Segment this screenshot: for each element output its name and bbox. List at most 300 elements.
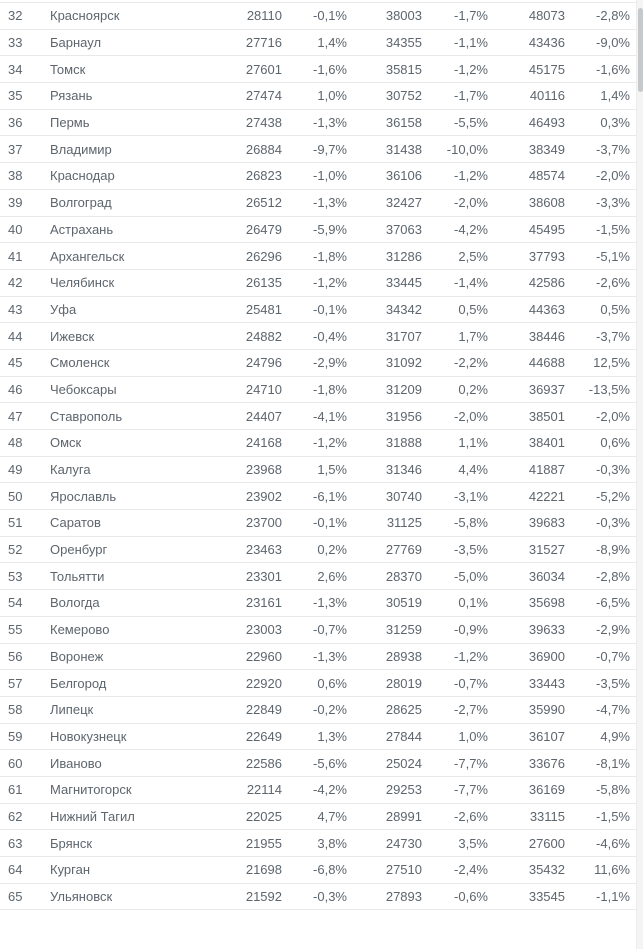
table-row [0,270,636,297]
change3-cell: -1,1% [596,889,630,905]
price2-cell: 27844 [385,728,422,744]
price1-cell: 21592 [245,889,282,905]
city-cell: Магнитогорск [50,782,132,798]
price3-cell: 35432 [528,862,565,878]
price1-cell: 23902 [245,488,282,504]
city-price-table [0,2,636,910]
price2-cell: 31286 [385,248,422,264]
rank-cell: 44 [8,328,23,344]
change2-cell: 0,2% [458,381,488,397]
price1-cell: 26823 [245,168,282,184]
change2-cell: -1,1% [454,35,488,51]
city-cell: Смоленск [50,355,110,371]
price3-cell: 38501 [528,408,565,424]
table-row [0,483,636,510]
rank-cell: 64 [8,862,23,878]
change3-cell: -6,5% [596,595,630,611]
rank-cell: 38 [8,168,23,184]
change2-cell: -2,2% [454,355,488,371]
change1-cell: -6,1% [313,488,347,504]
price2-cell: 31209 [385,381,422,397]
change3-cell: -0,3% [596,462,630,478]
change3-cell: -5,1% [596,248,630,264]
price2-cell: 31707 [385,328,422,344]
table-row [0,884,636,911]
price2-cell: 30752 [385,88,422,104]
change1-cell: -9,7% [313,141,347,157]
change3-cell: -2,0% [596,168,630,184]
rank-cell: 35 [8,88,23,104]
change1-cell: -0,3% [313,889,347,905]
price1-cell: 24407 [245,408,282,424]
price3-cell: 38446 [528,328,565,344]
table-row [0,83,636,110]
price3-cell: 41887 [528,462,565,478]
city-cell: Калуга [50,462,91,478]
change3-cell: -2,9% [596,622,630,638]
change1-cell: 4,7% [317,808,347,824]
table-row [0,243,636,270]
price3-cell: 33545 [528,889,565,905]
price3-cell: 44688 [528,355,565,371]
change1-cell: 1,3% [317,728,347,744]
city-cell: Архангельск [50,248,125,264]
change1-cell: -4,2% [313,782,347,798]
price2-cell: 31346 [385,462,422,478]
price2-cell: 37063 [385,221,422,237]
table-row [0,110,636,137]
change2-cell: -5,0% [454,568,488,584]
change1-cell: -1,6% [313,61,347,77]
change2-cell: -1,2% [454,61,488,77]
change2-cell: -2,6% [454,808,488,824]
change2-cell: -0,6% [454,889,488,905]
vertical-scrollbar-track[interactable] [636,0,643,949]
city-cell: Оренбург [50,542,108,558]
table-row [0,537,636,564]
city-cell: Ставрополь [50,408,123,424]
change3-cell: -0,7% [596,648,630,664]
change2-cell: -2,0% [454,408,488,424]
city-cell: Барнаул [50,35,102,51]
price3-cell: 35698 [528,595,565,611]
price2-cell: 36158 [385,115,422,131]
table-row [0,590,636,617]
change1-cell: -0,2% [313,702,347,718]
price2-cell: 27769 [385,542,422,558]
change2-cell: -7,7% [454,782,488,798]
price1-cell: 24710 [245,381,282,397]
price1-cell: 27716 [245,35,282,51]
table-row [0,56,636,83]
rank-cell: 61 [8,782,23,798]
city-cell: Иваново [50,755,102,771]
price1-cell: 21955 [245,835,282,851]
price2-cell: 36106 [385,168,422,184]
city-cell: Уфа [50,301,77,317]
price3-cell: 37793 [528,248,565,264]
price1-cell: 26296 [245,248,282,264]
table-row [0,644,636,671]
rank-cell: 50 [8,488,23,504]
city-cell: Саратов [50,515,101,531]
change2-cell: -2,0% [454,195,488,211]
city-cell: Челябинск [50,275,115,291]
city-cell: Липецк [50,702,94,718]
price1-cell: 27601 [245,61,282,77]
city-cell: Воронеж [50,648,104,664]
price3-cell: 39633 [528,622,565,638]
city-cell: Ульяновск [50,889,113,905]
change1-cell: -1,2% [313,275,347,291]
table-row [0,163,636,190]
price1-cell: 26135 [245,275,282,291]
rank-cell: 47 [8,408,23,424]
change3-cell: -1,6% [596,61,630,77]
table-row [0,697,636,724]
change2-cell: -3,5% [454,542,488,558]
rank-cell: 33 [8,35,23,51]
city-cell: Чебоксары [50,381,117,397]
change1-cell: -1,3% [313,648,347,664]
price3-cell: 42221 [528,488,565,504]
change1-cell: -1,3% [313,195,347,211]
price2-cell: 31956 [385,408,422,424]
change3-cell: -0,3% [596,515,630,531]
price3-cell: 43436 [528,35,565,51]
price3-cell: 46493 [528,115,565,131]
change2-cell: -3,1% [454,488,488,504]
change2-cell: 0,5% [458,301,488,317]
change3-cell: -3,7% [596,141,630,157]
price2-cell: 29253 [385,782,422,798]
price2-cell: 28625 [385,702,422,718]
change2-cell: 3,5% [458,835,488,851]
rank-cell: 65 [8,889,23,905]
rank-cell: 53 [8,568,23,584]
price2-cell: 38003 [385,8,422,24]
price1-cell: 23003 [245,622,282,638]
rank-cell: 54 [8,595,23,611]
price2-cell: 34342 [385,301,422,317]
city-cell: Волгоград [50,195,112,211]
price2-cell: 33445 [385,275,422,291]
change1-cell: -0,1% [313,515,347,531]
change3-cell: -9,0% [596,35,630,51]
change3-cell: -4,7% [596,702,630,718]
table-row [0,857,636,884]
change2-cell: 4,4% [458,462,488,478]
price3-cell: 38401 [528,435,565,451]
change1-cell: -5,9% [313,221,347,237]
change1-cell: 1,5% [317,462,347,478]
city-cell: Астрахань [50,221,114,237]
change2-cell: -1,4% [454,275,488,291]
price3-cell: 39683 [528,515,565,531]
change1-cell: -1,0% [313,168,347,184]
price1-cell: 22920 [245,675,282,691]
change1-cell: 2,6% [317,568,347,584]
rank-cell: 42 [8,275,23,291]
change1-cell: 1,0% [317,88,347,104]
price3-cell: 38608 [528,195,565,211]
change1-cell: -1,8% [313,248,347,264]
price2-cell: 24730 [385,835,422,851]
change2-cell: -2,7% [454,702,488,718]
change3-cell: 12,5% [593,355,630,371]
change3-cell: 0,5% [600,301,630,317]
price2-cell: 35815 [385,61,422,77]
price1-cell: 23161 [245,595,282,611]
change1-cell: 3,8% [317,835,347,851]
change2-cell: -4,2% [454,221,488,237]
change2-cell: 1,0% [458,728,488,744]
table-row [0,403,636,430]
price1-cell: 23301 [245,568,282,584]
city-cell: Вологда [50,595,100,611]
table-row [0,430,636,457]
city-cell: Брянск [50,835,93,851]
rank-cell: 57 [8,675,23,691]
rank-cell: 45 [8,355,23,371]
rank-cell: 58 [8,702,23,718]
table-row [0,136,636,163]
table-row [0,377,636,404]
change3-cell: -2,8% [596,568,630,584]
price1-cell: 27474 [245,88,282,104]
rank-cell: 52 [8,542,23,558]
price1-cell: 22960 [245,648,282,664]
rank-cell: 37 [8,141,23,157]
price3-cell: 48574 [528,168,565,184]
price3-cell: 33676 [528,755,565,771]
change3-cell: 1,4% [600,88,630,104]
table-row [0,804,636,831]
change3-cell: -2,8% [596,8,630,24]
table-row [0,510,636,537]
price1-cell: 22025 [245,808,282,824]
price1-cell: 27438 [245,115,282,131]
price1-cell: 24796 [245,355,282,371]
change2-cell: -0,7% [454,675,488,691]
rank-cell: 32 [8,8,23,24]
price3-cell: 45175 [528,61,565,77]
change1-cell: -1,8% [313,381,347,397]
price1-cell: 22114 [246,782,282,798]
city-cell: Ярославль [50,488,117,504]
rank-cell: 46 [8,381,23,397]
price2-cell: 32427 [385,195,422,211]
change2-cell: -1,7% [454,8,488,24]
change2-cell: -5,5% [454,115,488,131]
change3-cell: -3,7% [596,328,630,344]
price2-cell: 28991 [385,808,422,824]
price3-cell: 44363 [528,301,565,317]
price3-cell: 27600 [528,835,565,851]
price1-cell: 26884 [245,141,282,157]
change2-cell: 1,1% [458,435,488,451]
table-row [0,350,636,377]
change1-cell: -5,6% [313,755,347,771]
price3-cell: 40116 [529,88,565,104]
price2-cell: 31092 [385,355,422,371]
change1-cell: 1,4% [317,35,347,51]
change3-cell: -1,5% [596,808,630,824]
price3-cell: 35990 [528,702,565,718]
change2-cell: -7,7% [454,755,488,771]
change2-cell: -2,4% [454,862,488,878]
table-row [0,217,636,244]
rank-cell: 43 [8,301,23,317]
city-cell: Рязань [50,88,93,104]
price3-cell: 36034 [528,568,565,584]
change3-cell: -3,5% [596,675,630,691]
change1-cell: -1,2% [313,435,347,451]
price3-cell: 33443 [528,675,565,691]
change1-cell: -1,3% [313,595,347,611]
vertical-scrollbar-thumb[interactable] [638,8,643,92]
price2-cell: 30740 [385,488,422,504]
city-cell: Красноярск [50,8,120,24]
change1-cell: -0,1% [313,8,347,24]
change1-cell: -0,4% [313,328,347,344]
price3-cell: 36900 [528,648,565,664]
price3-cell: 36937 [528,381,565,397]
city-cell: Нижний Тагил [50,808,135,824]
price2-cell: 31259 [385,622,422,638]
change3-cell: -2,6% [596,275,630,291]
table-row [0,777,636,804]
city-cell: Курган [50,862,91,878]
price3-cell: 31527 [528,542,565,558]
change3-cell: -1,5% [596,221,630,237]
rank-cell: 41 [8,248,23,264]
rank-cell: 51 [8,515,23,531]
price1-cell: 22649 [245,728,282,744]
rank-cell: 62 [8,808,23,824]
change2-cell: -1,2% [454,648,488,664]
rank-cell: 60 [8,755,23,771]
rank-cell: 34 [8,61,23,77]
price3-cell: 45495 [528,221,565,237]
price2-cell: 27510 [385,862,422,878]
price1-cell: 24882 [245,328,282,344]
change1-cell: -0,1% [313,301,347,317]
price1-cell: 25481 [245,301,282,317]
city-cell: Кемерово [50,622,110,638]
table-row [0,617,636,644]
price2-cell: 28370 [385,568,422,584]
rank-cell: 39 [8,195,23,211]
table-row [0,830,636,857]
rank-cell: 48 [8,435,23,451]
table-row [0,3,636,30]
price2-cell: 31125 [386,515,422,531]
city-cell: Белгород [50,675,107,691]
table-row [0,670,636,697]
price1-cell: 28110 [246,8,282,24]
change2-cell: -5,8% [454,515,488,531]
rank-cell: 63 [8,835,23,851]
table-row [0,30,636,57]
change3-cell: -4,6% [596,835,630,851]
change1-cell: 0,6% [317,675,347,691]
city-cell: Владимир [50,141,112,157]
price1-cell: 23968 [245,462,282,478]
price2-cell: 28938 [385,648,422,664]
city-cell: Новокузнецк [50,728,127,744]
change1-cell: -1,3% [313,115,347,131]
change2-cell: -1,7% [454,88,488,104]
change3-cell: 4,9% [600,728,630,744]
rank-cell: 36 [8,115,23,131]
table-row [0,323,636,350]
rank-cell: 40 [8,221,23,237]
city-cell: Краснодар [50,168,115,184]
price1-cell: 26512 [245,195,282,211]
table-row [0,563,636,590]
change3-cell: 0,6% [600,435,630,451]
city-cell: Омск [50,435,82,451]
city-cell: Ижевск [50,328,95,344]
table-row [0,750,636,777]
price3-cell: 48073 [528,8,565,24]
price1-cell: 23700 [245,515,282,531]
change3-cell: 11,6% [594,862,630,878]
price3-cell: 33115 [529,808,565,824]
change2-cell: 0,1% [458,595,488,611]
rank-cell: 55 [8,622,23,638]
rank-cell: 59 [8,728,23,744]
price3-cell: 36107 [528,728,565,744]
change3-cell: -8,1% [596,755,630,771]
change2-cell: 2,5% [458,248,488,264]
change3-cell: -5,2% [596,488,630,504]
change1-cell: -0,7% [313,622,347,638]
price3-cell: 36169 [528,782,565,798]
price2-cell: 25024 [385,755,422,771]
change3-cell: -8,9% [596,542,630,558]
rank-cell: 56 [8,648,23,664]
price1-cell: 26479 [245,221,282,237]
table-row [0,724,636,751]
price3-cell: 42586 [528,275,565,291]
city-cell: Пермь [50,115,90,131]
change1-cell: -2,9% [313,355,347,371]
price2-cell: 34355 [385,35,422,51]
change1-cell: -6,8% [313,862,347,878]
change2-cell: -0,9% [454,622,488,638]
change2-cell: -10,0% [446,141,488,157]
change3-cell: 0,3% [600,115,630,131]
change1-cell: 0,2% [317,542,347,558]
price1-cell: 22586 [245,755,282,771]
city-table-body [0,3,636,910]
change2-cell: 1,7% [458,328,488,344]
city-cell: Тольятти [50,568,105,584]
change3-cell: -5,8% [596,782,630,798]
price2-cell: 27893 [385,889,422,905]
price1-cell: 22849 [245,702,282,718]
price1-cell: 21698 [245,862,282,878]
rank-cell: 49 [8,462,23,478]
price2-cell: 30519 [385,595,422,611]
price1-cell: 23463 [245,542,282,558]
table-row [0,457,636,484]
city-cell: Томск [50,61,86,77]
table-row [0,297,636,324]
price2-cell: 28019 [385,675,422,691]
